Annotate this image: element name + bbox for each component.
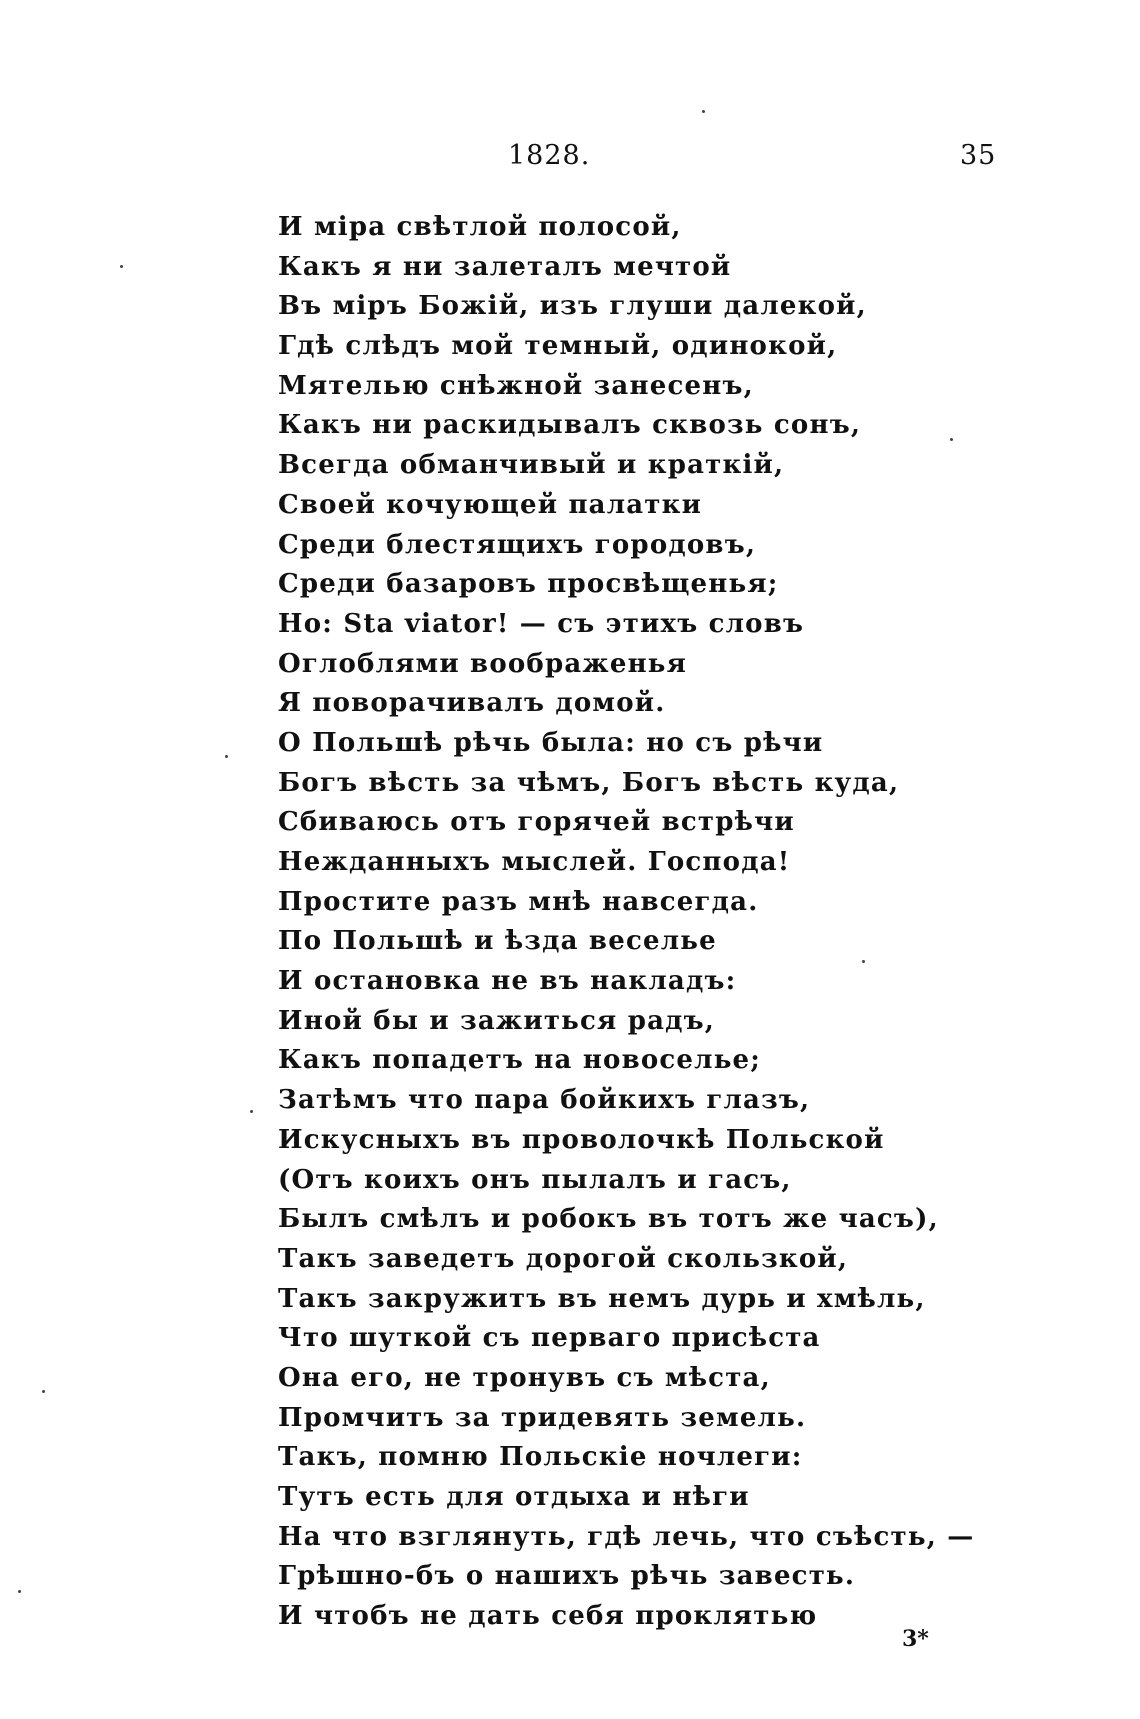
scan-speck <box>225 755 228 758</box>
poem-line: Затѣмъ что пара бойкихъ глазъ, <box>278 1085 811 1116</box>
poem-line: Въ міръ Божій, изъ глуши далекой, <box>278 291 867 322</box>
poem-line: Иной бы и зажиться радъ, <box>278 1005 716 1036</box>
poem-line: Среди блестящихъ городовъ, <box>278 529 757 560</box>
poem-line: И міра свѣтлой полосой, <box>278 212 682 242</box>
poem-line: И остановка не въ накладъ: <box>278 966 737 997</box>
poem-line: Какъ попадетъ на новоселье; <box>278 1045 762 1076</box>
poem-line: Тутъ есть для отдыха и нѣги <box>278 1482 750 1512</box>
scan-speck <box>862 960 865 963</box>
poem-line: Простите разъ мнѣ навсегда. <box>278 886 759 917</box>
poem-line: Такъ закружитъ въ немъ дурь и хмѣль, <box>278 1283 926 1314</box>
poem-line: Искусныхъ въ проволочкѣ Польской <box>278 1124 885 1155</box>
poem-line: На что взглянуть, гдѣ лечь, что съѣсть, — <box>278 1521 975 1552</box>
poem-line: По Польшѣ и ѣзда веселье <box>278 926 717 957</box>
poem-line: Мятелью снѣжной занесенъ, <box>278 370 754 401</box>
scan-speck <box>250 1110 253 1113</box>
poem-text <box>278 208 974 1637</box>
poem-line: И чтобъ не дать себя проклятью <box>278 1601 818 1632</box>
poem-line: Такъ заведетъ дорогой скользкой, <box>278 1243 849 1274</box>
poem-line: Богъ вѣсть за чѣмъ, Богъ вѣсть куда, <box>278 767 900 798</box>
poem-line: Сбиваюсь отъ горячей встрѣчи <box>278 807 795 838</box>
poem-line: О Польшѣ рѣчь была: но съ рѣчи <box>278 727 824 758</box>
poem-line: Такъ, помню Польскіе ночлеги: <box>278 1442 803 1473</box>
poem-line: (Отъ коихъ онъ пылалъ и гасъ, <box>278 1164 792 1195</box>
poem-line: Оглоблями воображенья <box>278 648 688 679</box>
scan-speck <box>702 110 705 113</box>
poem-line: Какъ я ни залеталъ мечтой <box>278 251 732 282</box>
running-header-year: 1828. <box>508 140 591 171</box>
scan-speck <box>18 1590 21 1593</box>
page-number: 35 <box>960 140 997 171</box>
poem-line: Былъ смѣлъ и робокъ въ тотъ же часъ), <box>278 1204 939 1235</box>
scan-speck <box>950 438 953 441</box>
poem-line: Грѣшно-бъ о нашихъ рѣчь завесть. <box>278 1561 856 1592</box>
poem-line: Своей кочующей палатки <box>278 489 703 520</box>
poem-line: Я поворачивалъ домой. <box>278 688 666 719</box>
scan-speck <box>120 265 123 268</box>
poem-line: Но: Sta viator! — съ этихъ словъ <box>278 608 805 639</box>
poem-line: Что шуткой съ перваго присѣста <box>278 1323 821 1354</box>
poem-line: Среди базаровъ просвѣщенья; <box>278 569 779 600</box>
poem-line: Промчитъ за тридевять земель. <box>278 1402 807 1433</box>
poem-line: Нежданныхъ мыслей. Господа! <box>278 847 791 877</box>
poem-line: Гдѣ слѣдъ мой темный, одинокой, <box>278 331 838 362</box>
poem-line: Какъ ни раскидывалъ сквозь сонъ, <box>278 410 862 441</box>
printer-signature-mark: 3* <box>902 1626 929 1652</box>
poem-line: Она его, не тронувъ съ мѣста, <box>278 1362 771 1393</box>
poem-line: Всегда обманчивый и краткій, <box>278 450 785 481</box>
scan-speck <box>42 1390 45 1393</box>
